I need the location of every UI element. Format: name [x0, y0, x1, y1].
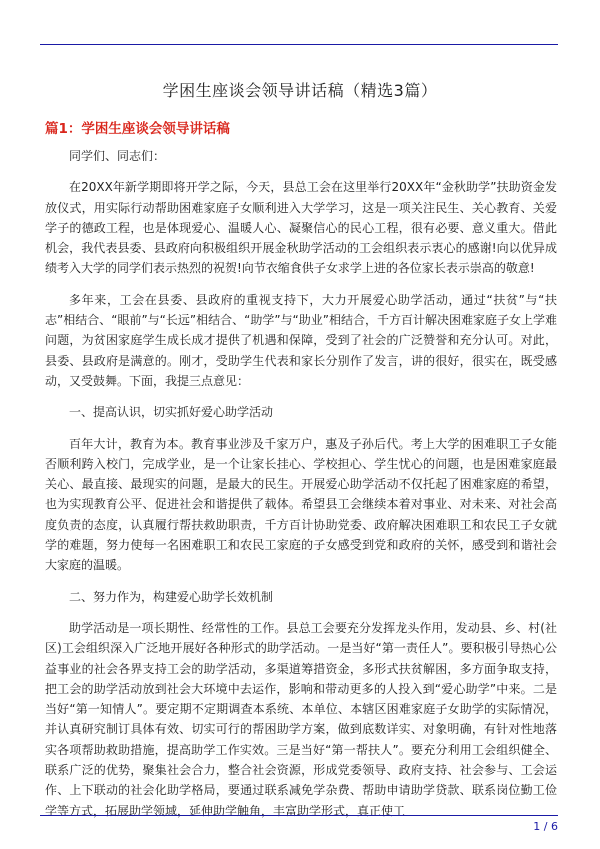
- header-rule: [40, 44, 558, 45]
- body-paragraph: 在20XX年新学期即将开学之际，今天，县总工会在这里举行20XX年“金秋助学”扶助资金发放仪式，用实际行动帮助困难家庭子女顺利进入大学学习，这是一项关注民生、关心教育、关爱学子的德政工程，也是体现爱心、温暖人心、凝聚信心的民心工程，很有必要、意义重大。借此机会，我代表县委、县政府向积极组织开展金秋助学活动的工会组织表示衷心的感谢!向以优异成绩考入大学的同学们表示热烈的祝贺!向节衣缩食供子女求学上进的各位家长表示崇高的敬意!: [45, 180, 557, 276]
- subheading: 二、努力作为，构建爱心助学长效机制: [69, 589, 274, 604]
- section-title: 篇1：学困生座谈会领导讲话稿: [45, 121, 230, 137]
- body-paragraph: 百年大计，教育为本。教育事业涉及千家万户，惠及子孙后代。考上大学的困难职工子女能否顺利跨入校门，完成学业，是一个让家长挂心、学校担心、学生忧心的问题，也是困难家庭最关心、最直接、最现实的问题，是最大的民生。开展爱心助学活动不仅托起了困难家庭的希望，也为实现教育公平、促进社会和谐提供了载体。希望县工会继续本着对事业、对未来、对社会高度负责的态度，认真履行帮扶救助职责，千方百计协助党委、政府解决困难职工和农民工子女就学的难题，努力使每一名困难职工和农民工家庭的子女感受到党和政府的关怀，感受到和谐社会大家庭的温暖。: [45, 436, 557, 573]
- body-paragraph: 助学活动是一项长期性、经常性的工作。县总工会要充分发挥龙头作用，发动县、乡、村(社区)工会组织深入广泛地开展好各种形式的助学活动。一是当好“第一责任人”。要积极引导热心公益事业的社会各界支持工会的助学活动，多渠道筹措资金，多形式扶贫解困，多方面争取支持，把工会的助学活动放到社会大环境中去运作，影响和带动更多的人投入到“爱心助学”中来。二是当好“第一知情人”。要定期不定期调查本系统、本单位、本辖区困难家庭子女助学的实际情况，并认真研究制订具体有效、切实可行的帮困助学方案，做到底数详实、对象明确，有针对性地落实各项帮助救助措施，提高助学工作实效。三是当好“第一帮扶人”。要充分利用工会组织健全、联系广泛的优势，聚集社会合力，整合社会资源，形成党委领导、政府支持、社会参与、工会运作、上下联动的社会化助学格局，要通过联系减免学杂费、帮助申请助学贷款、联系岗位勤工俭学等方式，拓展助学领域，延伸助学触角，丰富助学形式，真正使工: [45, 620, 557, 818]
- page-number: 1 / 6: [533, 820, 558, 833]
- document-body: [45, 146, 557, 821]
- subheading: 一、提高认识，切实抓好爱心助学活动: [69, 405, 274, 420]
- document-title: 学困生座谈会领导讲话稿（精选3篇）: [162, 81, 438, 100]
- salutation-paragraph: 同学们、同志们：: [69, 149, 166, 163]
- footer-rule: [40, 815, 558, 816]
- body-paragraph: 多年来，工会在县委、县政府的重视支持下，大力开展爱心助学活动，通过“扶贫”与“扶志”相结合、“眼前”与“长远”相结合、“助学”与“助业”相结合，千方百计解决困难家庭子女上学难问题，为贫困家庭学生成长成才提供了机遇和保障，受到了社会的广泛赞誉和充分认可。对此，县委、县政府是满意的。刚才，受助学生代表和家长分别作了发言，讲的很好，很实在，既受感动，又受鼓舞。下面，我提三点意见：: [45, 292, 557, 388]
